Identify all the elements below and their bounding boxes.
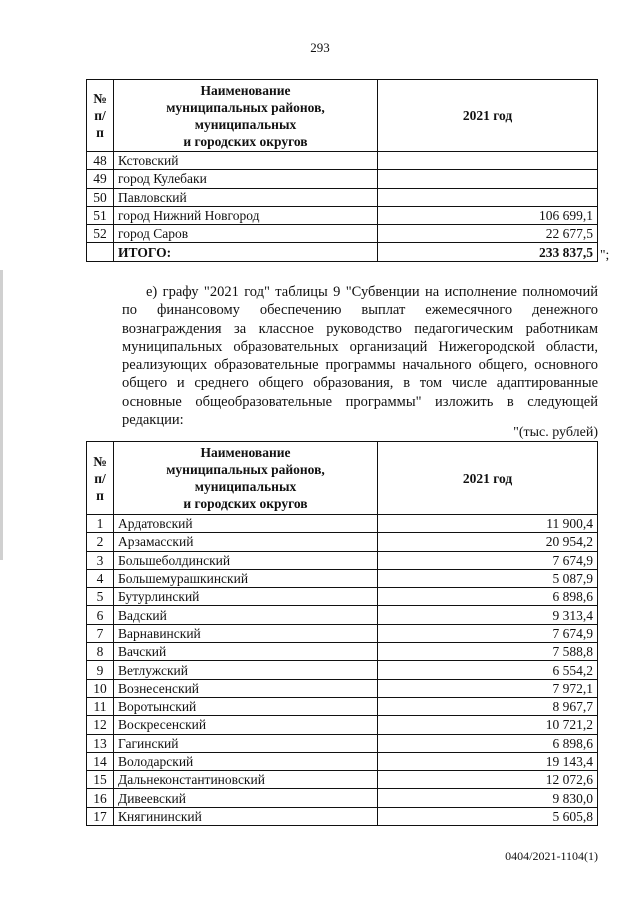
row-value: 5 605,8 [378, 807, 598, 825]
row-value: 106 699,1 [378, 206, 598, 224]
row-value: 10 721,2 [378, 716, 598, 734]
row-name: Дивеевский [114, 789, 378, 807]
row-number: 50 [87, 188, 114, 206]
row-name: Вадский [114, 606, 378, 624]
header-number [87, 442, 114, 515]
table-row [87, 771, 598, 789]
table-row [87, 515, 598, 533]
row-number: 1 [87, 515, 114, 533]
unit-label: "(тыс. рублей) [513, 425, 598, 440]
row-number: 11 [87, 697, 114, 715]
row-number: 51 [87, 206, 114, 224]
row-number: 9 [87, 661, 114, 679]
row-value: 7 674,9 [378, 551, 598, 569]
table-row [87, 624, 598, 642]
row-name: Кстовский [114, 152, 378, 170]
header-number-text: № п/п [93, 453, 107, 503]
row-name: Большемурашкинский [114, 569, 378, 587]
row-value: 9 313,4 [378, 606, 598, 624]
table-continuation [86, 79, 598, 262]
row-value: 7 588,8 [378, 643, 598, 661]
row-value: 20 954,2 [378, 533, 598, 551]
table-row [87, 679, 598, 697]
row-value: 22 677,5 [378, 225, 598, 243]
row-name: город Кулебаки [114, 170, 378, 188]
row-name: Павловский [114, 188, 378, 206]
table-header-row [87, 442, 598, 515]
row-number: 52 [87, 225, 114, 243]
table-row [87, 206, 598, 224]
header-name-text: Наименование муниципальных районов, муниципальных и городских округов [166, 445, 325, 511]
row-name: город Нижний Новгород [114, 206, 378, 224]
row-value: 5 087,9 [378, 569, 598, 587]
table-header-row [87, 80, 598, 152]
row-name: Варнавинский [114, 624, 378, 642]
header-number [87, 80, 114, 152]
row-number: 2 [87, 533, 114, 551]
row-name: Володарский [114, 752, 378, 770]
row-number: 48 [87, 152, 114, 170]
table-row [87, 170, 598, 188]
row-name: Воскресенский [114, 716, 378, 734]
document-code: 0404/2021-1104(1) [505, 849, 598, 863]
row-value [378, 152, 598, 170]
row-name: Вачский [114, 643, 378, 661]
row-name: Вознесенский [114, 679, 378, 697]
table-row [87, 533, 598, 551]
amendment-text: е) графу "2021 год" таблицы 9 "Субвенции на исполнение полномочий по финансовому обеспечению выплат ежемесячного денежного вознаграждения за классное руководство педагогическим работникам муниципальных образовательных организаций Нижегородской области, реализующих образовательные программы начального общего, основного общего и среднего общего образования, в том числе адаптированные основные общеобразовательные программы" изложить в следующей редакции: [122, 284, 598, 429]
header-name [114, 442, 378, 515]
row-value: 12 072,6 [378, 771, 598, 789]
row-number: 5 [87, 588, 114, 606]
row-value: 11 900,4 [378, 515, 598, 533]
header-name [114, 80, 378, 152]
total-label: ИТОГО: [114, 243, 378, 261]
row-name: Гагинский [114, 734, 378, 752]
table-row [87, 697, 598, 715]
row-name: Ардатовский [114, 515, 378, 533]
row-value: 9 830,0 [378, 789, 598, 807]
table-row [87, 188, 598, 206]
table-row [87, 588, 598, 606]
row-value: 6 554,2 [378, 661, 598, 679]
row-name: город Саров [114, 225, 378, 243]
row-number: 10 [87, 679, 114, 697]
row-number: 15 [87, 771, 114, 789]
row-name: Ветлужский [114, 661, 378, 679]
row-value: 6 898,6 [378, 734, 598, 752]
row-number: 3 [87, 551, 114, 569]
scan-edge-mark [0, 270, 3, 560]
total-row [87, 243, 598, 261]
row-name: Княгининский [114, 807, 378, 825]
row-number: 17 [87, 807, 114, 825]
row-name: Воротынский [114, 697, 378, 715]
row-value: 6 898,6 [378, 588, 598, 606]
table-row [87, 734, 598, 752]
row-name: Бутурлинский [114, 588, 378, 606]
table-row [87, 661, 598, 679]
row-number: 16 [87, 789, 114, 807]
row-name: Большеболдинский [114, 551, 378, 569]
header-name-text: Наименование муниципальных районов, муниципальных и городских округов [166, 82, 325, 149]
row-number: 12 [87, 716, 114, 734]
row-value: 19 143,4 [378, 752, 598, 770]
row-number: 14 [87, 752, 114, 770]
header-year: 2021 год [378, 442, 598, 515]
table-subventions [86, 441, 598, 826]
page-number: 293 [310, 40, 330, 55]
table-row [87, 789, 598, 807]
row-number: 13 [87, 734, 114, 752]
row-number: 8 [87, 643, 114, 661]
row-number: 6 [87, 606, 114, 624]
row-number: 7 [87, 624, 114, 642]
total-number-cell [87, 243, 114, 261]
table-row [87, 569, 598, 587]
row-value: 7 972,1 [378, 679, 598, 697]
table-row [87, 716, 598, 734]
row-name: Арзамасский [114, 533, 378, 551]
table-row [87, 152, 598, 170]
table-row [87, 643, 598, 661]
total-value: 233 837,5 [378, 243, 598, 261]
table-row [87, 752, 598, 770]
header-number-text: № п/п [93, 91, 107, 140]
table-row [87, 225, 598, 243]
row-value [378, 170, 598, 188]
header-year: 2021 год [378, 80, 598, 152]
table-row [87, 807, 598, 825]
row-value [378, 188, 598, 206]
table-row [87, 551, 598, 569]
table-closing-quote: "; [600, 247, 610, 262]
amendment-paragraph [122, 283, 598, 429]
row-name: Дальнеконстантиновский [114, 771, 378, 789]
row-number: 4 [87, 569, 114, 587]
row-value: 7 674,9 [378, 624, 598, 642]
table-row [87, 606, 598, 624]
row-number: 49 [87, 170, 114, 188]
row-value: 8 967,7 [378, 697, 598, 715]
